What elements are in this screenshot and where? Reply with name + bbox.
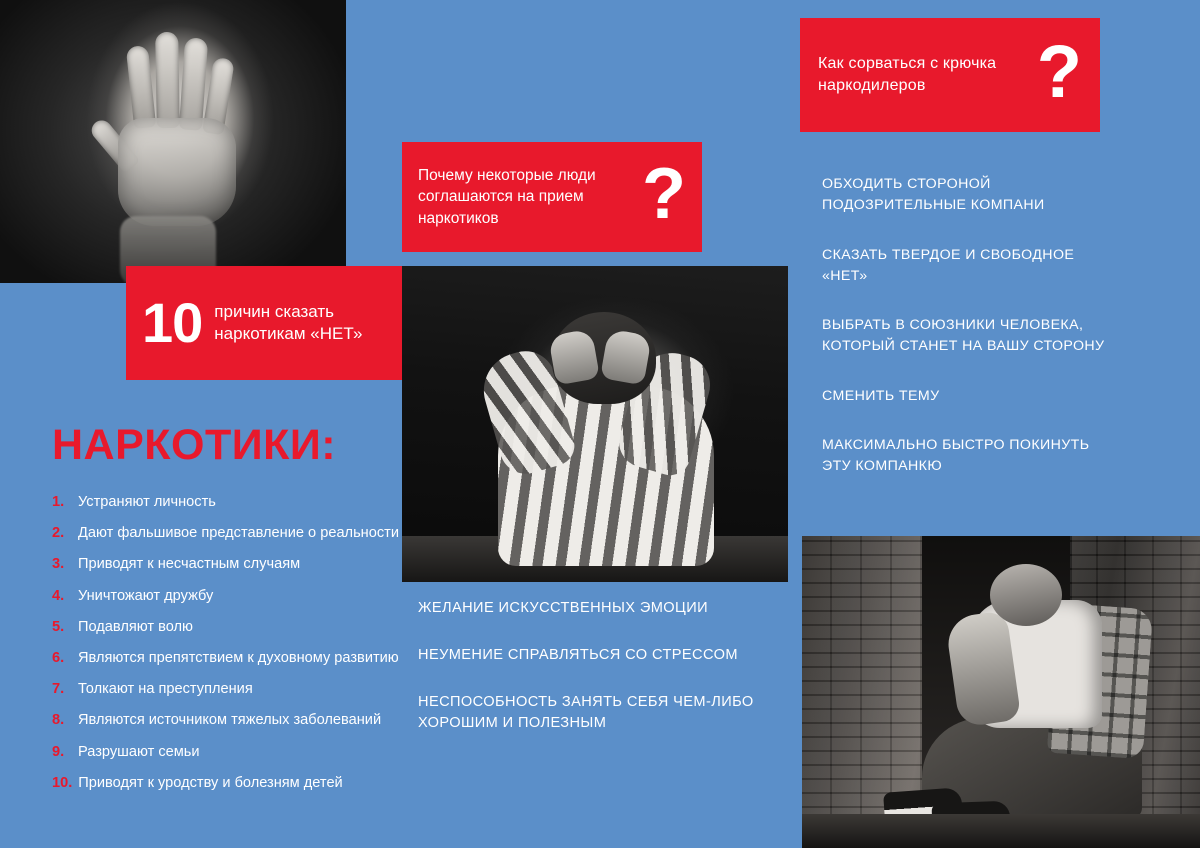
list-item — [52, 493, 404, 513]
ten-number: 10 — [142, 290, 203, 354]
hand-finger — [155, 32, 180, 128]
list-item-label: Приводят к несчастным случаям — [78, 556, 301, 573]
hook-advice-item: ВЫБРАТЬ В СОЮЗНИКИ ЧЕЛОВЕКА, КОТОРЫЙ СТАНЕТ НА ВАШУ СТОРОНУ — [822, 317, 1105, 355]
list-item — [52, 680, 404, 700]
list-item-label: Разрушают семьи — [78, 743, 200, 760]
list-item — [52, 555, 404, 575]
floor-strip — [802, 814, 1200, 848]
drugs-numbered-list — [52, 493, 404, 793]
list-item — [52, 524, 404, 544]
list-item-label: Приводят к уродству и болезням детей — [78, 774, 343, 791]
why-callout-box — [402, 142, 702, 252]
list-item-index: 2. — [52, 525, 65, 542]
list-item-index: 9. — [52, 743, 65, 760]
hand-finger — [126, 45, 156, 129]
hook-advice-item: ОБХОДИТЬ СТОРОНОЙ ПОДОЗРИТЕЛЬНЫЕ КОМПАНИ — [822, 176, 1045, 214]
list-item — [52, 618, 404, 638]
stop-hand-photo — [0, 0, 346, 283]
why-reasons-list — [418, 598, 788, 761]
hook-advice-item: СМЕНИТЬ ТЕМУ — [822, 387, 940, 404]
list-item-index: 4. — [52, 587, 65, 604]
list-item-index: 1. — [52, 494, 65, 510]
list-item — [52, 587, 404, 607]
hook-callout-box — [800, 18, 1100, 132]
hand-palm — [118, 118, 236, 226]
list-item — [52, 774, 404, 794]
why-callout-text: Почему некоторые люди соглашаются на прием наркотиков — [418, 166, 596, 227]
boy-head — [990, 564, 1062, 626]
drugs-title: НАРКОТИКИ: — [52, 421, 337, 469]
hook-advice-item: СКАЗАТЬ ТВЕРДОЕ И СВОБОДНОЕ «НЕТ» — [822, 246, 1075, 284]
list-item-index: 3. — [52, 556, 65, 573]
list-item-label: Подавляют волю — [78, 618, 193, 635]
hook-advice-item: МАКСИМАЛЬНО БЫСТРО ПОКИНУТЬ ЭТУ КОМПАНКЮ — [822, 437, 1090, 475]
list-item — [52, 649, 404, 669]
list-item-label: Уничтожают дружбу — [78, 587, 214, 604]
list-item-index: 10. — [52, 774, 73, 791]
list-item-label: Толкают на преступления — [78, 681, 253, 698]
hook-advice-list — [822, 174, 1122, 506]
list-item-index: 6. — [52, 649, 65, 666]
list-item-label: Устраняют личность — [78, 494, 216, 510]
why-reason-item: НЕСПОСОБНОСТЬ ЗАНЯТЬ СЕБЯ ЧЕМ-ЛИБО ХОРОШИМ И ПОЛЕЗНЫМ — [418, 694, 754, 732]
why-reason-item: ЖЕЛАНИЕ ИСКУССТВЕННЫХ ЭМОЦИИ — [418, 600, 709, 616]
man-head-in-hands-photo — [402, 266, 788, 582]
question-mark-icon: ? — [642, 154, 686, 235]
seated-boy-photo — [802, 536, 1200, 848]
list-item — [52, 743, 404, 763]
list-item-label: Дают фальшивое представление о реальности — [78, 525, 399, 542]
why-reason-item: НЕУМЕНИЕ СПРАВЛЯТЬСЯ СО СТРЕССОМ — [418, 647, 738, 664]
list-item — [52, 711, 404, 731]
question-mark-icon: ? — [1036, 30, 1082, 114]
list-item-index: 7. — [52, 681, 65, 698]
list-item-index: 5. — [52, 618, 65, 635]
list-item-index: 8. — [52, 712, 65, 729]
list-item-label: Являются источником тяжелых заболеваний — [78, 712, 382, 729]
ten-reasons-text: причин сказать наркотикам «НЕТ» — [214, 301, 363, 343]
list-item-label: Являются препятствием к духовному развитию — [78, 649, 399, 666]
hook-callout-text: Как сорваться с крючка наркодилеров — [818, 55, 997, 94]
drugs-list-block — [52, 421, 404, 805]
ten-reasons-callout-box — [126, 266, 402, 380]
